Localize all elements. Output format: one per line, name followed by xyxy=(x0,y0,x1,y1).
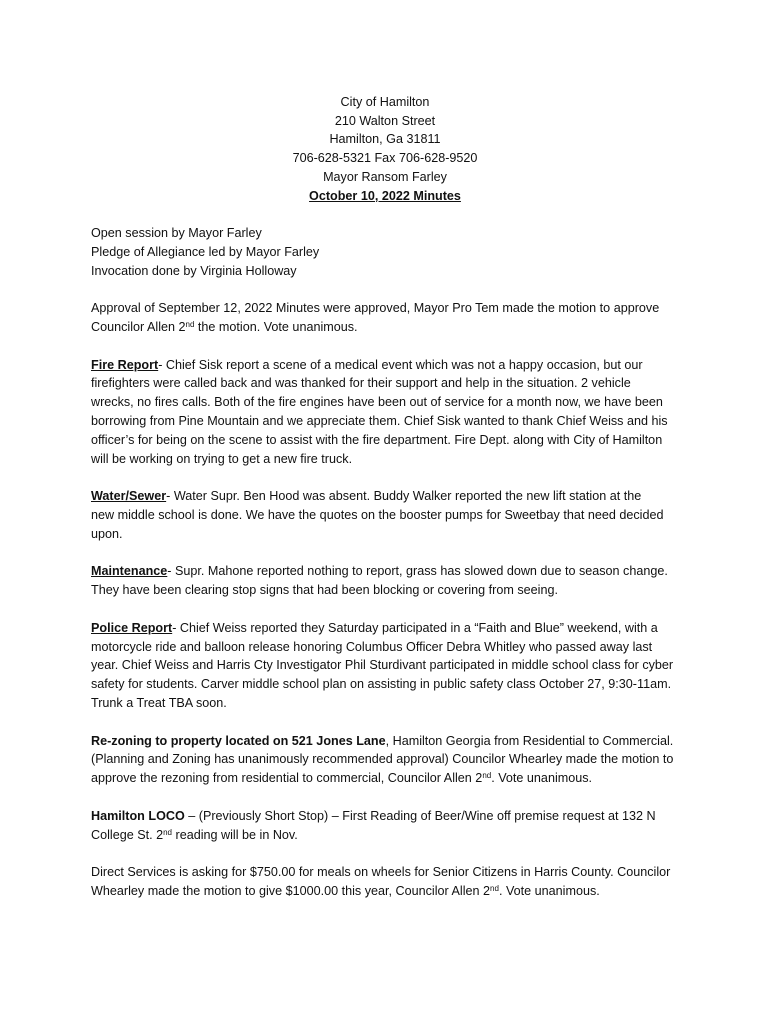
police-report-line xyxy=(91,619,686,638)
loco-line xyxy=(91,826,686,845)
ordinal-suffix: nd xyxy=(490,883,499,893)
minutes-body xyxy=(91,224,686,919)
water-sewer-text: - Water Supr. Ben Hood was absent. Buddy Walker reported the new lift station at the xyxy=(166,489,642,504)
hamilton-loco-section xyxy=(91,807,686,845)
maintenance-heading: Maintenance xyxy=(91,564,168,579)
loco-heading: Hamilton LOCO xyxy=(91,808,185,823)
rezoning-text: approve the rezoning from residential to commercial, Councilor Allen 2 xyxy=(91,771,483,786)
rezoning-line xyxy=(91,732,686,751)
opening-paragraph xyxy=(91,224,686,280)
loco-text: – (Previously Short Stop) – First Reading of Beer/Wine off premise request at 132 N xyxy=(184,808,656,823)
invocation-line: Invocation done by Virginia Holloway xyxy=(91,263,297,278)
city-name: City of Hamilton xyxy=(340,95,430,109)
approval-text: the motion. Vote unanimous. xyxy=(194,319,358,334)
fire-report-heading: Fire Report xyxy=(91,357,159,372)
direct-services-line: Direct Services is asking for $750.00 for meals on wheels for Senior Citizens in Harris County. Councilor xyxy=(91,865,671,880)
loco-text: reading will be in Nov. xyxy=(172,827,298,842)
city-state-zip: Hamilton, Ga 31811 xyxy=(329,132,441,147)
water-sewer-heading: Water/Sewer xyxy=(91,489,167,504)
fire-report-line: will be working on trying to get a new fire truck. xyxy=(91,451,353,466)
loco-text: College St. 2 xyxy=(91,827,164,842)
ordinal-suffix: nd xyxy=(482,771,492,781)
fire-report-line: wrecks, no fires calls. Both of the fire engines have been out of service for a month now, we have been xyxy=(91,395,663,410)
rezoning-text: , Hamilton Georgia from Residential to Commercial. xyxy=(385,733,674,748)
street-address: 210 Walton Street xyxy=(334,113,436,128)
rezoning-line xyxy=(91,769,686,788)
police-report-text: - Chief Weiss reported they Saturday participated in a “Faith and Blue” weekend, with a xyxy=(172,620,658,635)
approval-paragraph xyxy=(91,299,686,337)
fire-report-line: borrowing from Pine Mountain and we appreciate them. Chief Sisk wanted to thank Chief Weiss and his xyxy=(91,413,668,428)
fire-report-line: officer’s for being on the scene to assist with the fire department. Fire Dept. along with City of Hamilton xyxy=(91,432,663,447)
letterhead xyxy=(0,93,770,205)
fire-report-line xyxy=(91,356,686,375)
ordinal-suffix: nd xyxy=(185,319,195,329)
approval-text: Councilor Allen 2 xyxy=(91,319,186,334)
opening-line: Open session by Mayor Farley xyxy=(91,226,262,240)
maintenance-section xyxy=(91,562,686,600)
water-sewer-line: new middle school is done. We have the quotes on the booster pumps for Sweetbay that need decided xyxy=(91,507,664,522)
police-report-line: motorcycle ride and balloon release honoring Columbus Officer Debra Whitley who passed away last xyxy=(91,639,653,654)
fire-report-text: - Chief Sisk report a scene of a medical event which was not a happy occasion, but our xyxy=(158,357,643,372)
rezoning-heading: Re-zoning to property located on 521 Jones Lane xyxy=(91,733,386,748)
water-sewer-line: upon. xyxy=(91,526,123,541)
direct-services-line xyxy=(91,882,686,901)
fire-report-line: firefighters were called back and was thanked for their support and help in the situation. 2 vehicle xyxy=(91,376,631,391)
police-report-line: Trunk a Treat TBA soon. xyxy=(91,695,227,710)
police-report-heading: Police Report xyxy=(91,620,173,635)
maintenance-text: - Supr. Mahone reported nothing to report, grass has slowed down due to season change. xyxy=(167,564,668,579)
direct-services-section xyxy=(91,863,686,901)
pledge-line: Pledge of Allegiance led by Mayor Farley xyxy=(91,244,320,259)
loco-line xyxy=(91,807,686,826)
police-report-section xyxy=(91,619,686,713)
police-report-line: year. Chief Weiss and Harris Cty Investigator Phil Sturdivant participated in middle school class for cyber xyxy=(91,658,674,673)
rezoning-section xyxy=(91,732,686,788)
approval-line: Approval of September 12, 2022 Minutes were approved, Mayor Pro Tem made the motion to approve xyxy=(91,301,660,316)
fire-report-section xyxy=(91,356,686,469)
rezoning-text: . Vote unanimous. xyxy=(491,771,593,786)
mayor-name: Mayor Ransom Farley xyxy=(323,169,447,184)
maintenance-line: They have been clearing stop signs that had been blocking or covering from seeing. xyxy=(91,583,558,598)
document-title: October 10, 2022 Minutes xyxy=(309,188,461,203)
approval-line xyxy=(91,318,686,337)
water-sewer-section xyxy=(91,487,686,543)
water-sewer-line xyxy=(91,487,686,506)
ordinal-suffix: nd xyxy=(163,827,173,837)
police-report-line: safety for students. Carver middle school plan on assisting in public safety class October 27, 9:30-11am. xyxy=(91,677,672,692)
direct-services-text: Whearley made the motion to give $1000.00 this year, Councilor Allen 2 xyxy=(91,883,491,898)
maintenance-line xyxy=(91,562,686,581)
phone-fax: 706-628-5321 Fax 706-628-9520 xyxy=(292,151,478,166)
direct-services-text: . Vote unanimous. xyxy=(498,883,600,898)
rezoning-line: (Planning and Zoning has unanimously recommended approval) Councilor Whearley made the motion to xyxy=(91,752,674,767)
